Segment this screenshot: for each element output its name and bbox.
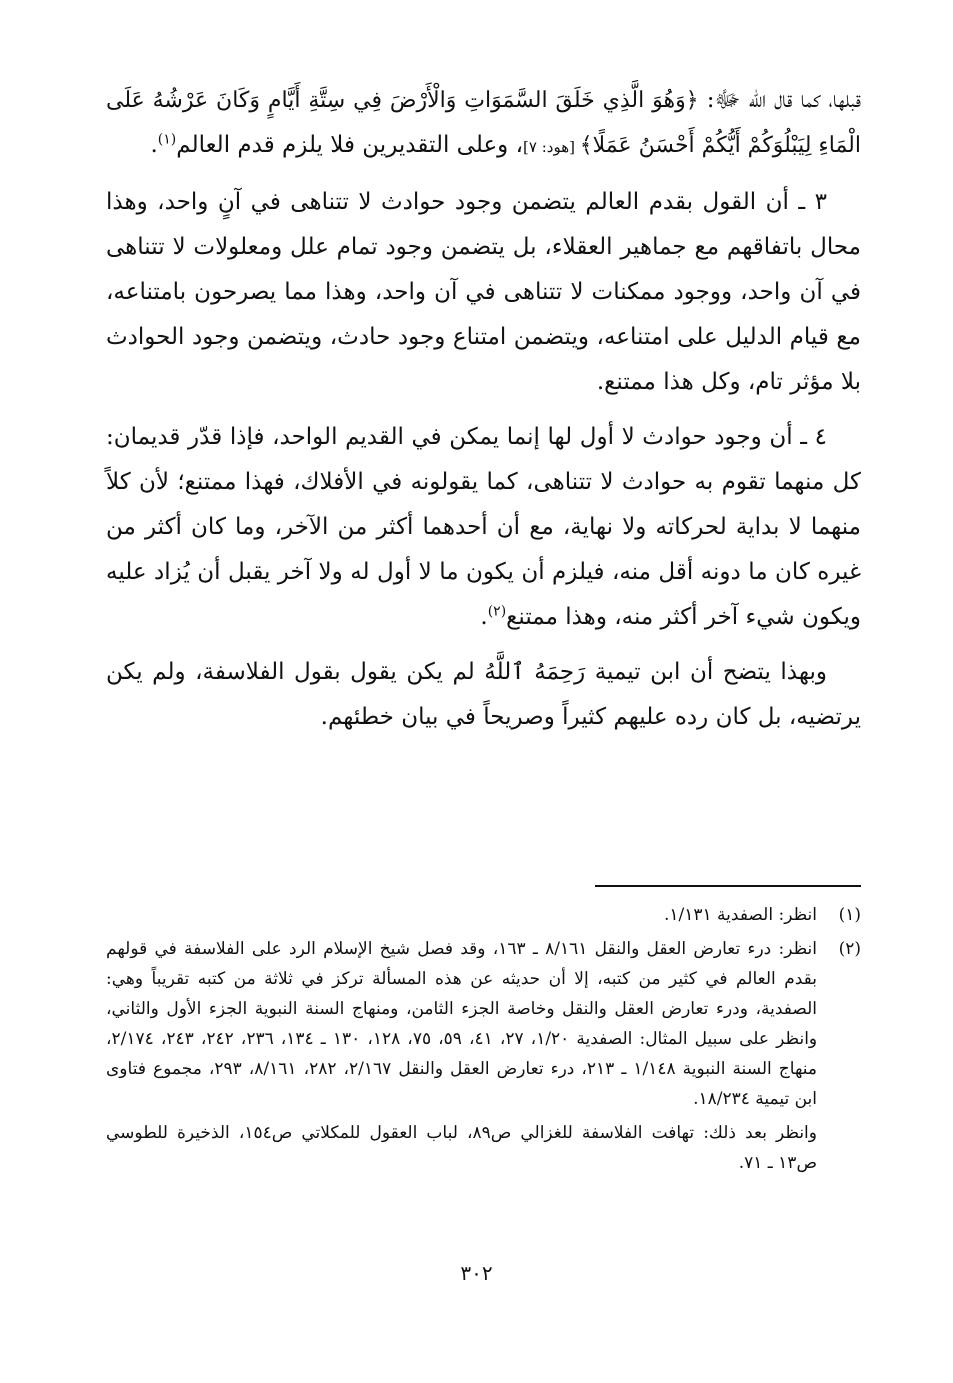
paragraph-4: وبهذا يتضح أن ابن تيمية رَحِمَهُ ٱللَّهُ لم يكن يقول بقول الفلاسفة، ولم يكن يرتضيه، بل كان رده عليهم كثيراً وصريحاً في بيان خطئهم. [106, 659, 861, 730]
footnote-text: انظر: درء تعارض العقل والنقل ٨/١٦١ ـ ١٦٣، وقد فصل شيخ الإسلام الرد على الفلاسفة في قولهم بقدم العالم في كثير من كتبه، إلا أن حديثه عن هذه المسألة تركز في ثلاثة من كتبه تقريباً وهي: الصفدية، ودرء تعارض العقل والنقل وخاصة الجزء الثامن، ومنهاج السنة النبوية الجزء الأول والثاني، وانظر على سبيل المثال: الصفدية ١/٢٠، ٢٧، ٤١، ٥٩، ٧٥، ١٢٨، ١٣٠ ـ ١٣٤، ٢٣٦، ٢٤٢، ٢٤٣، ٢/١٧٤، منهاج السنة النبوية ١/١٤٨ ـ ٢١٣، درء تعارض العقل والنقل ٢/١٦٧، ٢٨٢، ٨/١٦١، ٢٩٣، مجموع فتاوى ابن تيمية ١٨/٢٣٤. [106, 939, 818, 1109]
paragraph-1-tail: ، وعلى التقديرين فلا يلزم قدم العالم [176, 132, 524, 158]
footnote-2-continuation: وانظر بعد ذلك: تهافت الفلاسفة للغزالي ص٨٩، لباب العقول للمكلاتي ص١٥٤، الذخيرة للطوسي ص١٣ ـ ٧١. [106, 1123, 817, 1173]
main-text [106, 78, 861, 750]
paragraph-3 [106, 415, 861, 640]
paragraph-3-end: . [480, 604, 488, 630]
footnote-2 [106, 934, 861, 1114]
paragraph-1-lead: قبلها، كما قال الله ﷻ: [698, 87, 862, 113]
footnote-1 [106, 900, 861, 930]
footnote-marker-2[interactable]: (٢) [487, 603, 507, 620]
footnote-text: انظر: الصفدية ١/١٣١. [663, 905, 817, 925]
verse-reference: [هود: ٧] [523, 138, 580, 156]
page-number: ٣٠٢ [460, 1261, 493, 1285]
paragraph-1 [106, 78, 861, 170]
footnote-marker-1[interactable]: (١) [157, 131, 177, 148]
footnote-number: (٢) [838, 939, 861, 959]
footnotes-section [106, 900, 861, 1178]
paragraph-2: ٣ ـ أن القول بقدم العالم يتضمن وجود حوادث لا تتناهى في آنٍ واحد، وهذا محال باتفاقهم مع جماهير العقلاء، بل يتضمن وجود تمام علل ومعلولات لا تتناهى في آن واحد، ووجود ممكنات لا تتناهى في آن واحد، وهذا مما يصرحون بامتناعه، مع قيام الدليل على امتناعه، ويتضمن امتناع وجود حادث، ويتضمن وجود الحوادث بلا مؤثر تام، وكل هذا ممتنع. [106, 189, 862, 395]
footnote-number: (١) [838, 905, 861, 925]
paragraph-3-text: ٤ ـ أن وجود حوادث لا أول لها إنما يمكن في القديم الواحد، فإذا قدّر قديمان: كل منهما تقوم به حوادث لا تتناهى، كما يقولونه في الأفلاك، فهذا ممتنع؛ لأن كلاً منهما لا بداية لحركاته ولا نهاية، مع أن أحدهما أكثر من الآخر، وما كان أكثر من غيره كان ما دونه أقل منه، فيلزم أن يكون ما لا أول له ولا آخر يقبل أن يُزاد عليه ويكون شيء آخر أكثر منه، وهذا ممتنع [106, 424, 861, 630]
footnote-separator [595, 885, 861, 887]
paragraph-1-end: . [150, 132, 158, 158]
quran-verse: ﴿وَهُوَ الَّذِي خَلَقَ السَّمَوَاتِ وَالْأَرْضَ فِي سِتَّةِ أَيَّامٍ وَكَانَ عَرْشُهُ عَلَى الْمَاءِ لِيَبْلُوَكُمْ أَيُّكُمْ أَحْسَنُ عَمَلًا﴾ [106, 88, 861, 158]
